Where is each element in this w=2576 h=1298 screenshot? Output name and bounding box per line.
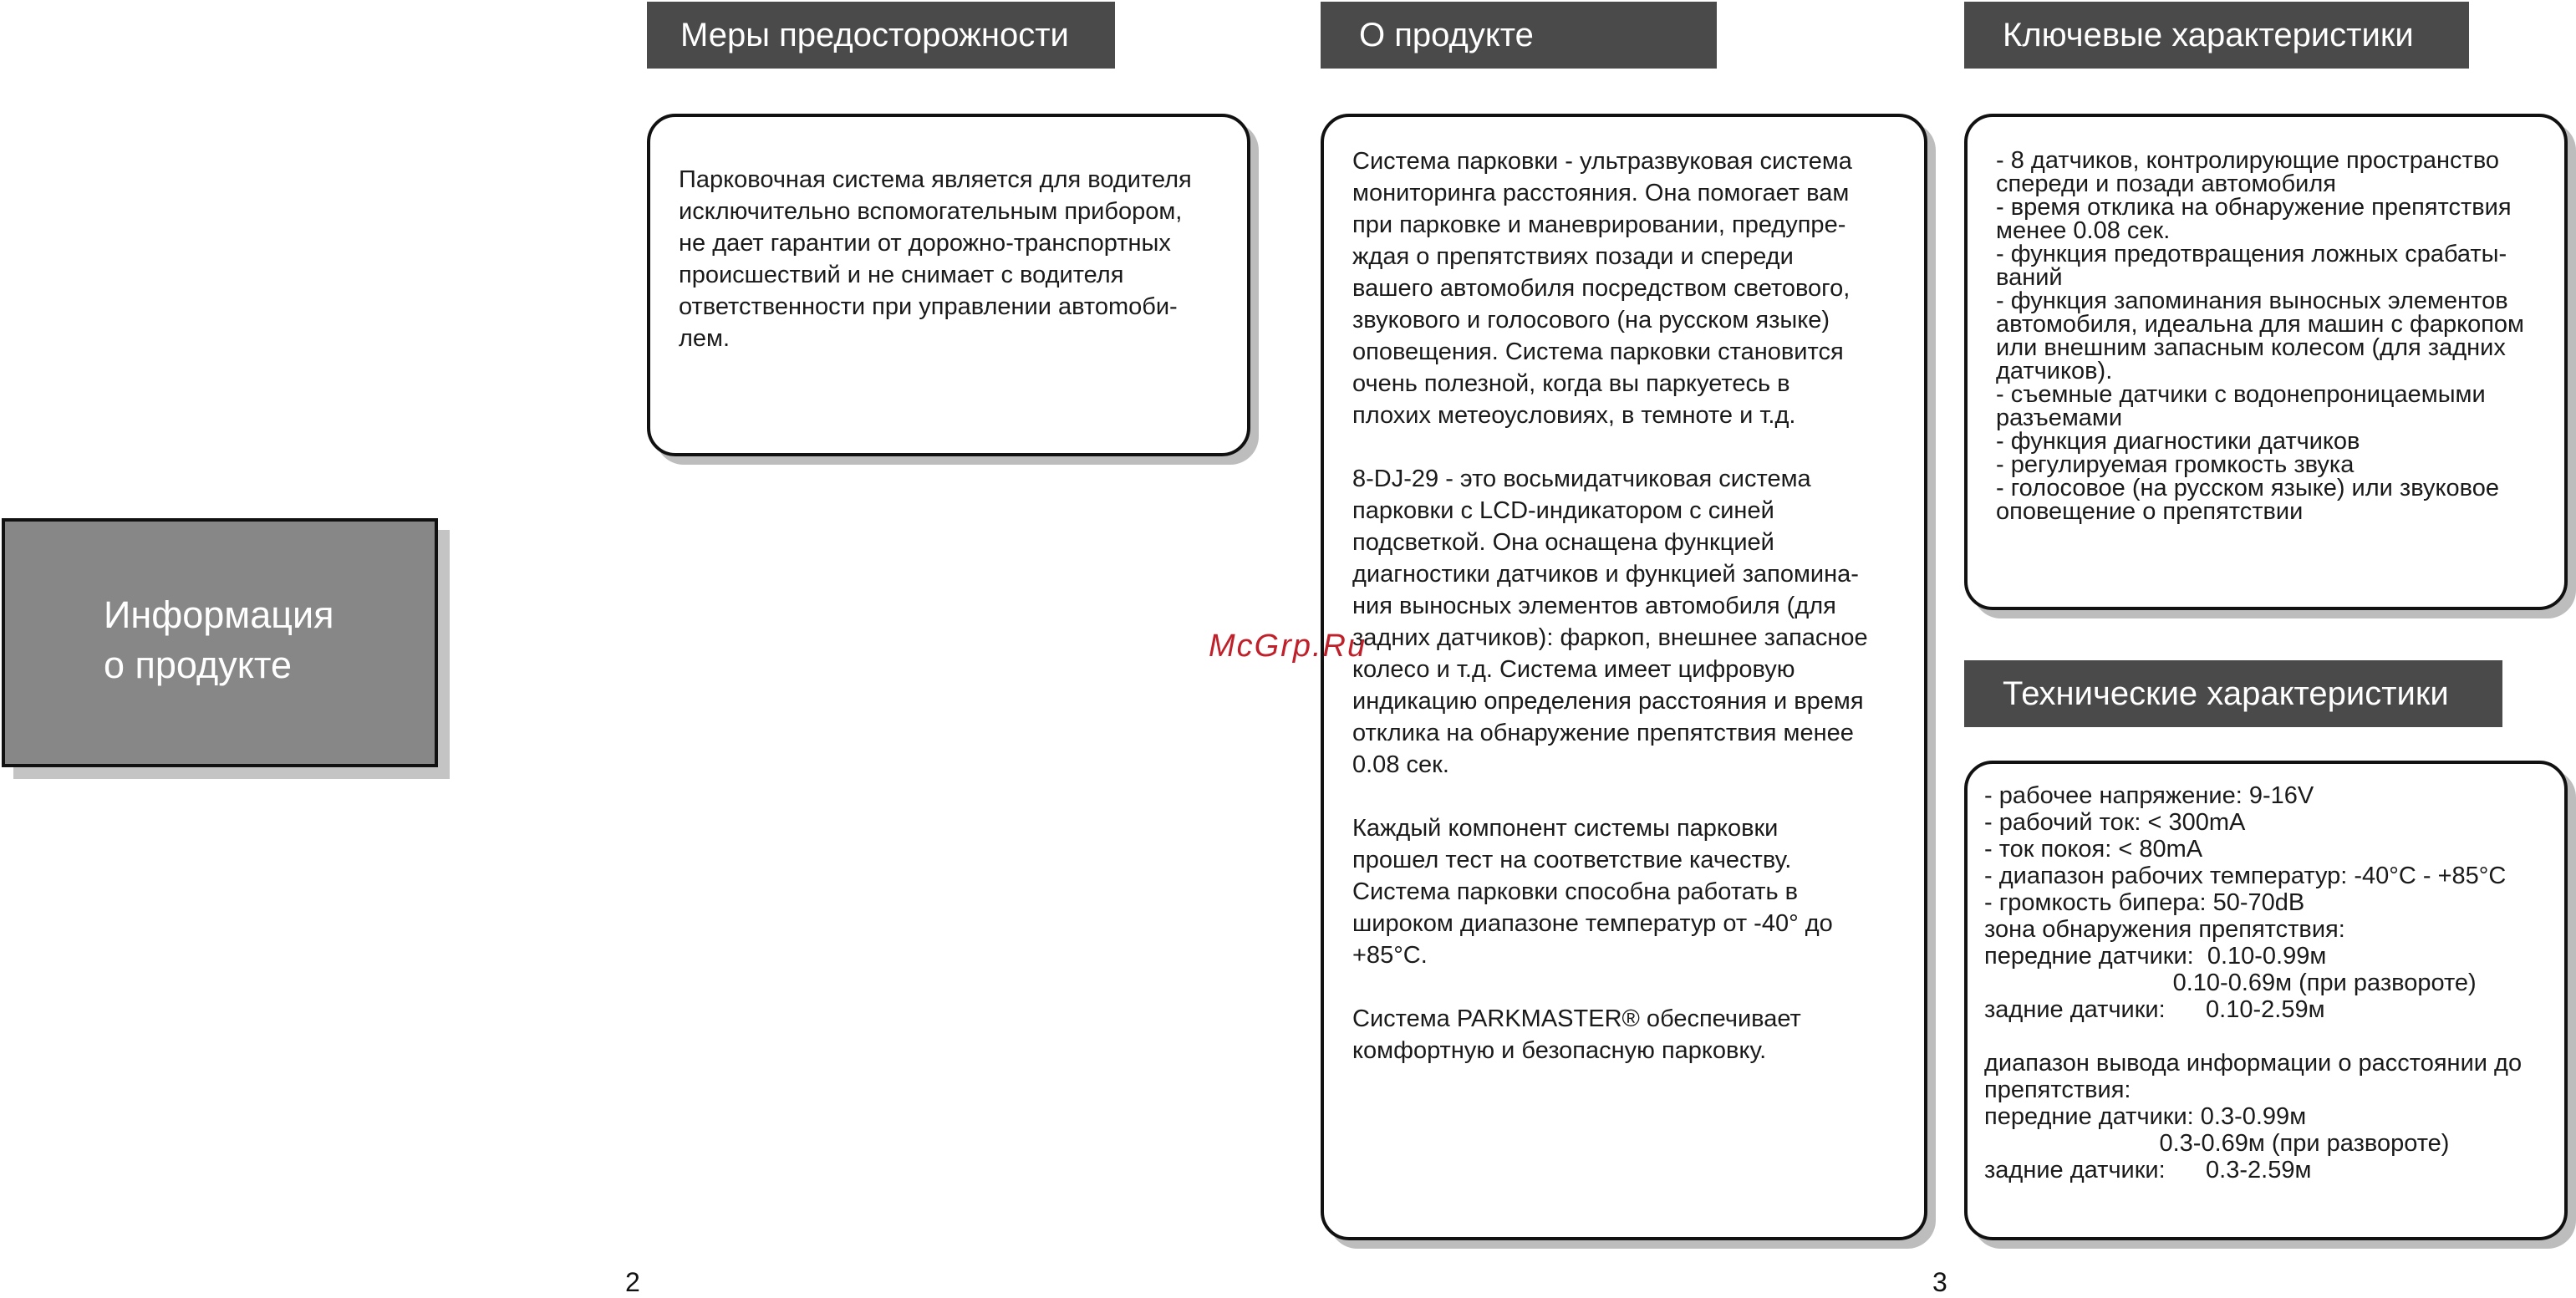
- about-paragraph: Система парковки - ультразвуковая система мониторинга расстояния. Она помогает вам при парковке и маневрировании, предупре- ждая о препятствиях позади и спереди вашего автомобиля посредством светового, звукового и голосового (на русском языке) оповещения. Система парковки становится очень полезной, когда вы паркуетесь в плохих метеоусловиях, в темноте и т.д.: [1352, 148, 1852, 429]
- about-body: [1352, 145, 1868, 1066]
- tech-specs-heading: Технические характеристики: [1964, 660, 2502, 727]
- precautions-text: Парковочная система является для водителя исключительно вспомогательным прибором, не дает гарантии от дорожно-транспортных происшествий и не снимает с водителя ответственности при управлении автоmоби- лем.: [679, 166, 1192, 352]
- about-paragraph: Каждый компонент системы парковки прошел тест на соответствие качеству. Система парковки способна работать в широком диапазоне температур от -40° до +85°С.: [1352, 815, 1833, 969]
- section-title-box: [2, 518, 438, 767]
- tech-specs-list: - рабочее напряжение: 9-16V - рабочий ток: < 300mA - ток покоя: < 80mA - диапазон рабочих температур: -40°C - +85°C - громкость бипера: 50-70dB зона обнаружения препятствия: передние датчики: 0.10-0.99м 0.10-0.69м (при развороте) задние датчики: 0.10-2.59м диапазон вывода информации о расстоянии до препятствия: передние датчики: 0.3-0.99м 0.3-0.69м (при развороте) задние датчики: 0.3-2.59м: [1984, 782, 2523, 1183]
- about-panel: [1321, 114, 1927, 1240]
- about-paragraph: Система PARKMASTER® обеспечивает комфортную и безопасную парковку.: [1352, 1005, 1801, 1064]
- key-features-list: - 8 датчиков, контролирующие пространство спереди и позади автомобиля - время отклика на обнаружение препятствия менее 0.08 сек. - функция предотвращения ложных срабаты- ваний - функция запоминания выносных элементов автомобиля, идеальна для машин с фаркопом или внешним запасным колесом (для задних датчиков). - съемные датчики с водонепроницаемыми разъемами - функция диагностики датчиков - регулируемая громкость звука - голосовое (на русском языке) или звуковое оповещение о препятствии: [1996, 147, 2524, 525]
- key-features-panel: [1964, 114, 2568, 610]
- tech-specs-panel: [1964, 761, 2568, 1240]
- section-title: Информация о продукте: [104, 593, 334, 686]
- key-features-heading: Ключевые характеристики: [1964, 2, 2469, 69]
- about-heading: О продукте: [1321, 2, 1717, 69]
- page-number-left: 2: [625, 1267, 640, 1297]
- watermark: McGrp.Ru: [1209, 629, 1367, 664]
- precautions-heading: Меры предосторожности: [647, 2, 1115, 69]
- about-paragraph: 8-DJ-29 - это восьмидатчиковая система парковки с LCD-индикатором с синей подсветкой. Она оснащена функцией диагностики датчиков и функцией запомина- ния выносных элементов автомобиля (для задних датчиков): фаркоп, внешнее запасное колесо и т.д. Система имеет цифровую индикацию определения расстояния и время отклика на обнаружение препятствия менее 0.08 сек.: [1352, 466, 1868, 778]
- precautions-panel: [647, 114, 1250, 456]
- page-number-right: 3: [1932, 1267, 1947, 1297]
